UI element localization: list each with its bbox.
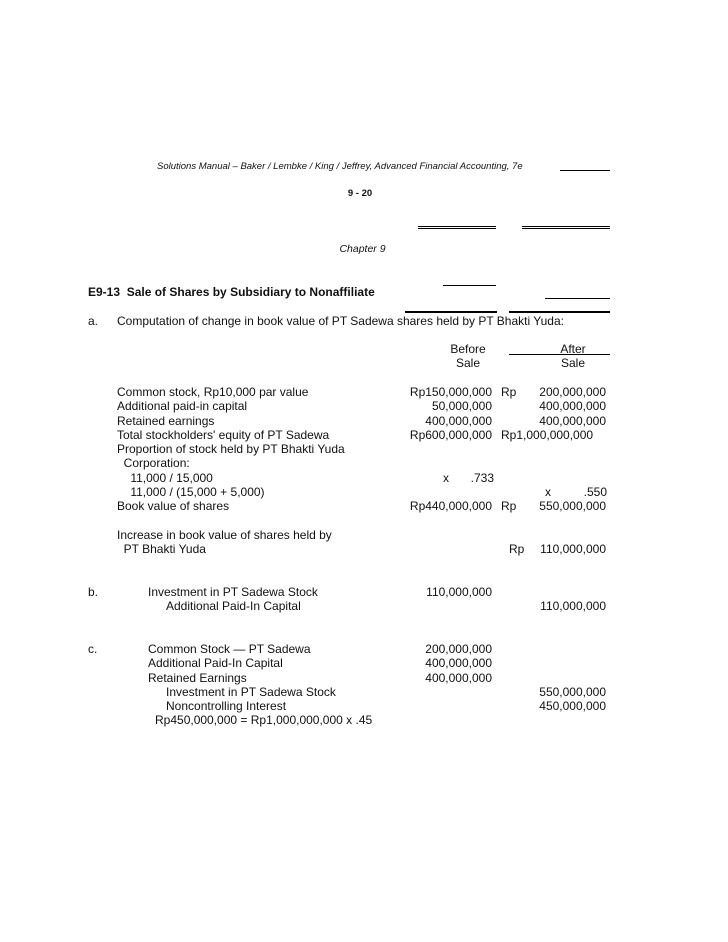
rule-2 <box>522 226 610 229</box>
row-before: 400,000,000 <box>425 414 492 428</box>
row-label: 11,000 / 15,000 <box>117 471 213 485</box>
computation-note: Rp450,000,000 = Rp1,000,000,000 x .45 <box>155 713 373 727</box>
entry-debit: 200,000,000 <box>425 642 492 656</box>
entry-debit: 400,000,000 <box>425 656 492 670</box>
row-after: 200,000,000 <box>539 385 606 399</box>
row-label: Proportion of stock held by PT Bhakti Yuda <box>117 442 345 456</box>
rule-1 <box>418 226 496 229</box>
entry-debit: 110,000,000 <box>426 585 492 599</box>
entry-credit: 110,000,000 <box>540 599 606 613</box>
row-before-x: x <box>443 471 449 485</box>
row-label: Retained earnings <box>117 414 215 428</box>
entry-account: Additional Paid-In Capital <box>166 599 301 613</box>
increase-label-1: Increase in book value of shares held by <box>117 528 332 542</box>
row-before: Rp600,000,000 <box>409 428 492 442</box>
entry-account: Investment in PT Sadewa Stock <box>148 585 318 599</box>
rule-6 <box>509 311 610 313</box>
entry-account: Noncontrolling Interest <box>166 699 287 713</box>
part-a-letter: a. <box>88 314 99 328</box>
row-label: Common stock, Rp10,000 par value <box>117 385 309 399</box>
col-before-line2: Sale <box>455 356 481 370</box>
part-b-letter: b. <box>88 585 99 599</box>
entry-account: Investment in PT Sadewa Stock <box>166 685 336 699</box>
col-after-line1: After <box>560 342 586 356</box>
entry-account: Additional Paid-In Capital <box>148 656 283 670</box>
entry-credit: 550,000,000 <box>539 685 606 699</box>
entry-credit: 450,000,000 <box>539 699 606 713</box>
row-after: 400,000,000 <box>539 414 606 428</box>
rule-4 <box>545 298 610 299</box>
row-after: Rp1,000,000,000 <box>501 428 594 442</box>
part-a-heading: Computation of change in book value of PT Sadewa shares held by PT Bhakti Yuda: <box>117 314 564 328</box>
row-after: .550 <box>583 485 607 499</box>
page-number: 9 - 20 <box>347 188 373 199</box>
row-label: Corporation: <box>117 456 190 470</box>
chapter-label: Chapter 9 <box>339 243 386 255</box>
header-rule <box>560 170 610 171</box>
row-before: 50,000,000 <box>431 399 492 413</box>
entry-account: Retained Earnings <box>148 671 247 685</box>
row-label: 11,000 / (15,000 + 5,000) <box>117 485 265 499</box>
part-c-letter: c. <box>88 642 98 656</box>
col-after-line2: Sale <box>560 356 586 370</box>
row-after-prefix: Rp <box>501 385 517 399</box>
entry-account: Common Stock — PT Sadewa <box>148 642 311 656</box>
row-label: Book value of shares <box>117 499 230 513</box>
entry-debit: 400,000,000 <box>425 671 492 685</box>
row-label: Total stockholders' equity of PT Sadewa <box>117 428 330 442</box>
row-after: 400,000,000 <box>539 399 606 413</box>
row-after-prefix: Rp <box>501 499 517 513</box>
running-header: Solutions Manual – Baker / Lembke / King / Jeffrey, Advanced Financial Accounting, 7e <box>157 161 523 172</box>
col-before-line1: Before <box>450 342 486 356</box>
increase-label-2: PT Bhakti Yuda <box>117 542 206 556</box>
row-after-x: x <box>545 485 551 499</box>
exercise-title: E9-13 Sale of Shares by Subsidiary to Nonaffiliate <box>88 285 375 299</box>
rule-5 <box>405 311 497 313</box>
row-label: Additional paid-in capital <box>117 399 248 413</box>
row-before: .733 <box>470 471 494 485</box>
row-before: Rp440,000,000 <box>409 499 492 513</box>
increase-value: 110,000,000 <box>540 542 606 556</box>
row-before: Rp150,000,000 <box>409 385 492 399</box>
row-after: 550,000,000 <box>539 499 606 513</box>
increase-prefix: Rp <box>509 542 525 556</box>
rule-3 <box>443 285 496 286</box>
